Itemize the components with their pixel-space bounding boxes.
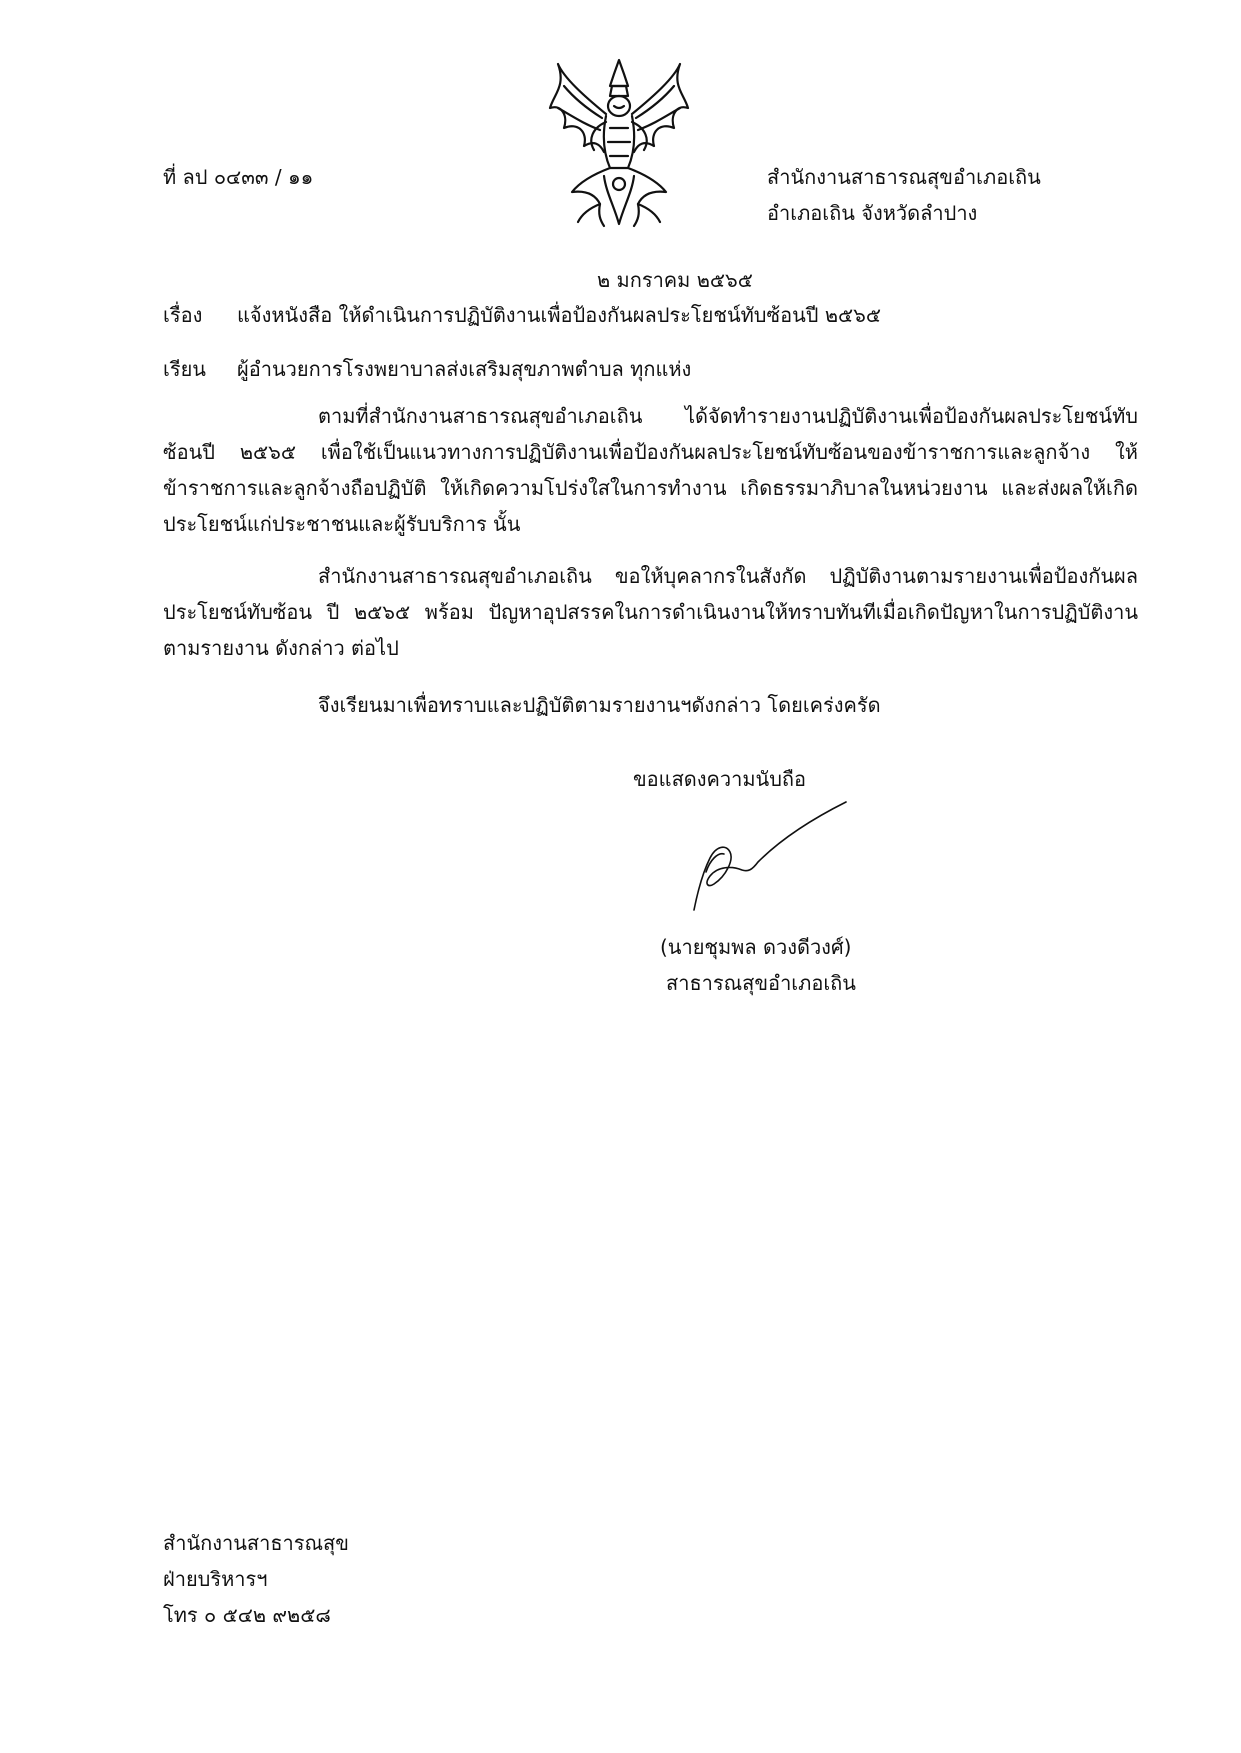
body-paragraph-3: จึงเรียนมาเพื่อทราบและปฏิบัติตามรายงานฯดังกล่าว โดยเคร่งครัด: [318, 693, 881, 717]
subject-label: เรื่อง: [163, 303, 203, 327]
body-paragraph-2: สำนักงานสาธารณสุขอำเภอเถิน ขอให้บุคลากรในสังกัด ปฏิบัติงานตามรายงานเพื่อป้องกันผลประโยชน์ทับซ้อน ปี ๒๕๖๕ พร้อม ปัญหาอุปสรรคในการดำเนินงานให้ทราบทันทีเมื่อเกิดปัญหาในการปฏิบัติงานตามรายงาน ดังกล่าว ต่อไป: [163, 564, 1138, 660]
signer-title: สาธารณสุขอำเภอเถิน: [666, 971, 856, 995]
footer-office: สำนักงานสาธารณสุข: [163, 1531, 349, 1555]
signer-name: (นายชุมพล ดวงดีวงศ์): [660, 935, 852, 959]
footer-department: ฝ่ายบริหารฯ: [163, 1567, 268, 1591]
reference-number: ที่ ลป ๐๔๓๓ / ๑๑: [163, 165, 314, 189]
closing-salutation: ขอแสดงความนับถือ: [633, 767, 807, 791]
recipient-text: ผู้อำนวยการโรงพยาบาลส่งเสริมสุขภาพตำบล ทุกแห่ง: [237, 357, 692, 381]
office-name: สำนักงานสาธารณสุขอำเภอเถิน: [767, 165, 1041, 189]
office-address: อำเภอเถิน จังหวัดลำปาง: [767, 201, 978, 225]
footer-phone: โทร ๐ ๕๔๒ ๙๒๕๘: [163, 1603, 331, 1627]
recipient-label: เรียน: [163, 357, 206, 381]
subject-text: แจ้งหนังสือ ให้ดำเนินการปฏิบัติงานเพื่อป้องกันผลประโยชน์ทับซ้อนปี ๒๕๖๕: [237, 303, 881, 327]
signature-icon: [690, 800, 850, 915]
garuda-emblem-icon: [544, 56, 694, 228]
document-date: ๒ มกราคม ๒๕๖๕: [597, 268, 753, 292]
body-paragraph-1: ตามที่สำนักงานสาธารณสุขอำเภอเถิน ได้จัดทำรายงานปฏิบัติงานเพื่อป้องกันผลประโยชน์ทับซ้อนปี ๒๕๖๕ เพื่อใช้เป็นแนวทางการปฏิบัติงานเพื่อป้องกันผลประโยชน์ทับซ้อนของข้าราชการและลูกจ้าง ให้ข้าราชการและลูกจ้างถือปฏิบัติ ให้เกิดความโปร่งใสในการทำงาน เกิดธรรมาภิบาลในหน่วยงาน และส่งผลให้เกิดประโยชน์แก่ประชาชนและผู้รับบริการ นั้น: [163, 404, 1138, 536]
